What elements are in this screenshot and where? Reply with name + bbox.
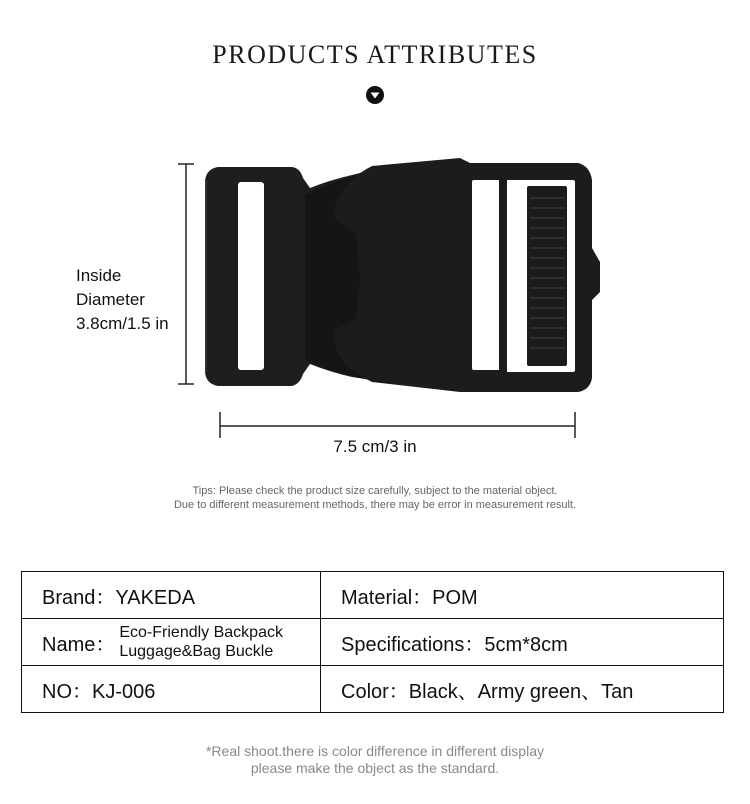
brand-value: YAKEDA (115, 586, 196, 609)
buckle-male-part (335, 158, 600, 392)
specifications-value: 5cm*8cm (484, 633, 568, 656)
specifications-label: Specifications： (341, 633, 485, 656)
tips-note (0, 484, 750, 512)
color-value: Black、Army green、Tan (408, 680, 634, 703)
name-value-line2: Luggage&Bag Buckle (119, 643, 274, 660)
attributes-table (21, 571, 724, 713)
height-dimension-label (76, 264, 169, 336)
specifications-cell (321, 619, 724, 666)
brand-label: Brand： (42, 586, 116, 609)
name-label: Name： (42, 633, 116, 656)
tips-line1: Tips: Please check the product size carefully, subject to the material object. (192, 485, 558, 497)
name-value (119, 623, 283, 661)
color-cell (321, 666, 724, 713)
no-value: KJ-006 (92, 680, 156, 703)
page-title: PRODUCTS ATTRIBUTES (212, 40, 538, 69)
table-row (22, 619, 724, 666)
width-dimension-label: 7.5 cm/3 in (333, 437, 417, 456)
no-cell (22, 666, 321, 713)
height-label-line3: 3.8cm/1.5 in (76, 314, 169, 333)
footer-line1: *Real shoot.there is color difference in different display (205, 743, 544, 759)
name-value-line1: Eco-Friendly Backpack (119, 624, 283, 641)
footer-note (0, 743, 750, 777)
footer-line2: please make the object as the standard. (250, 760, 500, 776)
material-value: POM (432, 586, 478, 609)
height-dimension-line (178, 164, 194, 384)
table-row (22, 572, 724, 619)
brand-cell (22, 572, 321, 619)
tips-line2: Due to different measurement methods, there may be error in measurement result. (173, 499, 577, 511)
height-label-line2: Diameter (76, 290, 145, 309)
material-cell (321, 572, 724, 619)
height-label-line1: Inside (76, 266, 122, 285)
material-label: Material： (341, 586, 433, 609)
no-label: NO： (42, 680, 92, 703)
table-row (22, 666, 724, 713)
name-cell (22, 619, 321, 666)
color-label: Color： (341, 680, 409, 703)
width-dimension-line (220, 412, 575, 438)
